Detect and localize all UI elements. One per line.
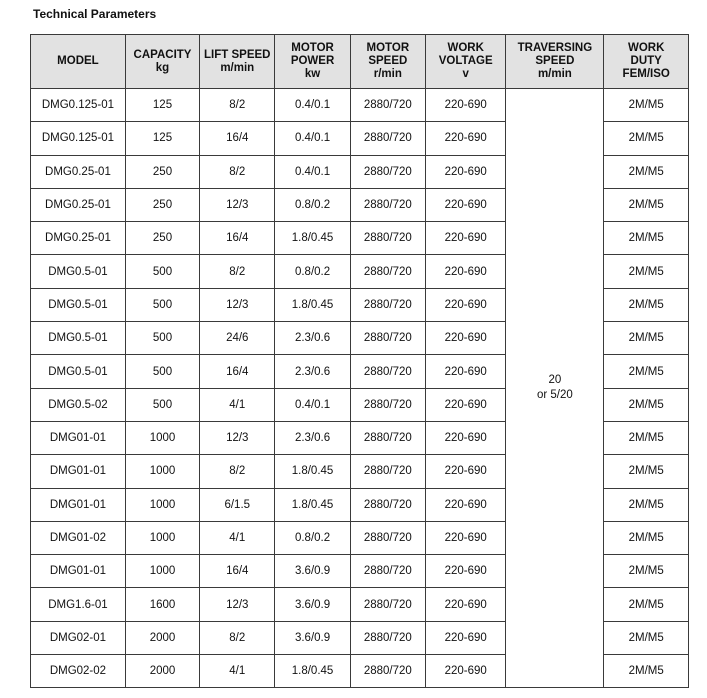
cell-capacity: 500: [125, 255, 199, 288]
cell-motor-power: 1.8/0.45: [275, 488, 350, 521]
cell-lift-speed: 8/2: [200, 255, 275, 288]
cell-motor-speed: 2880/720: [350, 322, 425, 355]
cell-work-duty: 2M/M5: [604, 421, 689, 454]
cell-work-duty: 2M/M5: [604, 288, 689, 321]
cell-capacity: 250: [125, 188, 199, 221]
cell-capacity: 500: [125, 288, 199, 321]
cell-capacity: 2000: [125, 621, 199, 654]
cell-work-duty: 2M/M5: [604, 255, 689, 288]
cell-work-voltage: 220-690: [425, 555, 505, 588]
cell-lift-speed: 8/2: [200, 155, 275, 188]
cell-work-duty: 2M/M5: [604, 155, 689, 188]
cell-motor-speed: 2880/720: [350, 388, 425, 421]
cell-motor-speed: 2880/720: [350, 89, 425, 122]
cell-work-voltage: 220-690: [425, 288, 505, 321]
column-header-line: r/min: [373, 68, 402, 80]
traversing-speed-value: 20: [548, 374, 562, 387]
cell-model: DMG0.5-02: [31, 388, 126, 421]
cell-model: DMG01-02: [31, 521, 126, 554]
column-header-motor-speed: [350, 35, 425, 89]
cell-capacity: 1000: [125, 488, 199, 521]
column-header-work-duty: [604, 35, 689, 89]
cell-lift-speed: 8/2: [200, 455, 275, 488]
cell-work-duty: 2M/M5: [604, 455, 689, 488]
cell-lift-speed: 4/1: [200, 388, 275, 421]
cell-model: DMG01-01: [31, 488, 126, 521]
column-header-line: WORK: [627, 42, 665, 54]
cell-motor-power: 0.4/0.1: [275, 388, 350, 421]
column-header-line: LIFT SPEED: [204, 48, 271, 61]
column-header-lift-speed: [200, 35, 275, 89]
cell-work-voltage: 220-690: [425, 222, 505, 255]
column-header-line: m/min: [537, 68, 572, 80]
cell-motor-speed: 2880/720: [350, 288, 425, 321]
column-header-line: FEM/ISO: [622, 68, 670, 80]
column-header-line: m/min: [220, 61, 255, 74]
cell-capacity: 500: [125, 355, 199, 388]
cell-lift-speed: 6/1.5: [200, 488, 275, 521]
traversing-speed-value: or 5/20: [536, 389, 573, 402]
cell-work-voltage: 220-690: [425, 455, 505, 488]
cell-motor-speed: 2880/720: [350, 122, 425, 155]
cell-capacity: 500: [125, 388, 199, 421]
cell-work-voltage: 220-690: [425, 322, 505, 355]
cell-model: DMG1.6-01: [31, 588, 126, 621]
column-header-line: SPEED: [535, 55, 575, 67]
cell-lift-speed: 16/4: [200, 222, 275, 255]
cell-work-voltage: 220-690: [425, 122, 505, 155]
cell-work-duty: 2M/M5: [604, 122, 689, 155]
cell-motor-speed: 2880/720: [350, 521, 425, 554]
cell-traversing-speed: [506, 89, 604, 688]
cell-capacity: 250: [125, 222, 199, 255]
cell-lift-speed: 12/3: [200, 188, 275, 221]
cell-motor-power: 1.8/0.45: [275, 655, 350, 688]
column-header-line: v: [462, 68, 469, 80]
cell-lift-speed: 8/2: [200, 89, 275, 122]
cell-motor-speed: 2880/720: [350, 555, 425, 588]
cell-motor-power: 2.3/0.6: [275, 421, 350, 454]
column-header-line: VOLTAGE: [438, 55, 493, 67]
cell-motor-speed: 2880/720: [350, 421, 425, 454]
cell-capacity: 125: [125, 89, 199, 122]
column-header-line: kg: [155, 61, 170, 74]
column-header-line: CAPACITY: [133, 48, 192, 61]
cell-model: DMG0.5-01: [31, 322, 126, 355]
cell-work-voltage: 220-690: [425, 488, 505, 521]
page-title: Technical Parameters: [33, 7, 157, 21]
column-header-model: [31, 35, 126, 89]
cell-work-duty: 2M/M5: [604, 89, 689, 122]
cell-model: DMG01-01: [31, 455, 126, 488]
cell-lift-speed: 12/3: [200, 588, 275, 621]
cell-model: DMG02-02: [31, 655, 126, 688]
cell-work-voltage: 220-690: [425, 588, 505, 621]
technical-parameters-table: [30, 34, 689, 688]
cell-capacity: 1000: [125, 555, 199, 588]
cell-motor-power: 1.8/0.45: [275, 288, 350, 321]
cell-model: DMG0.5-01: [31, 255, 126, 288]
cell-lift-speed: 4/1: [200, 521, 275, 554]
cell-model: DMG0.25-01: [31, 222, 126, 255]
cell-work-voltage: 220-690: [425, 255, 505, 288]
cell-model: DMG02-01: [31, 621, 126, 654]
cell-work-duty: 2M/M5: [604, 388, 689, 421]
column-header-line: MOTOR: [366, 42, 410, 54]
cell-motor-power: 3.6/0.9: [275, 621, 350, 654]
cell-capacity: 1600: [125, 588, 199, 621]
column-header-capacity: [125, 35, 199, 89]
cell-capacity: 125: [125, 122, 199, 155]
cell-motor-power: 1.8/0.45: [275, 222, 350, 255]
cell-motor-power: 0.8/0.2: [275, 521, 350, 554]
cell-work-voltage: 220-690: [425, 655, 505, 688]
column-header-motor-power: [275, 35, 350, 89]
cell-motor-speed: 2880/720: [350, 588, 425, 621]
cell-motor-power: 3.6/0.9: [275, 588, 350, 621]
column-header-line: SPEED: [368, 55, 408, 67]
cell-work-duty: 2M/M5: [604, 188, 689, 221]
cell-motor-speed: 2880/720: [350, 655, 425, 688]
cell-work-duty: 2M/M5: [604, 655, 689, 688]
cell-work-voltage: 220-690: [425, 521, 505, 554]
cell-capacity: 1000: [125, 421, 199, 454]
cell-motor-power: 0.8/0.2: [275, 255, 350, 288]
cell-work-voltage: 220-690: [425, 355, 505, 388]
column-header-traversing-speed: [506, 35, 604, 89]
column-header-line: MODEL: [57, 55, 99, 67]
cell-motor-speed: 2880/720: [350, 455, 425, 488]
table-row: [31, 89, 689, 122]
cell-work-voltage: 220-690: [425, 388, 505, 421]
cell-capacity: 250: [125, 155, 199, 188]
column-header-line: WORK: [447, 42, 484, 54]
column-header-work-voltage: [425, 35, 505, 89]
cell-motor-speed: 2880/720: [350, 155, 425, 188]
cell-model: DMG0.25-01: [31, 155, 126, 188]
cell-motor-power: 0.4/0.1: [275, 155, 350, 188]
cell-lift-speed: 16/4: [200, 122, 275, 155]
cell-lift-speed: 12/3: [200, 421, 275, 454]
cell-work-voltage: 220-690: [425, 89, 505, 122]
cell-motor-speed: 2880/720: [350, 188, 425, 221]
cell-work-duty: 2M/M5: [604, 588, 689, 621]
cell-model: DMG0.5-01: [31, 288, 126, 321]
cell-work-voltage: 220-690: [425, 155, 505, 188]
cell-lift-speed: 8/2: [200, 621, 275, 654]
cell-work-voltage: 220-690: [425, 621, 505, 654]
cell-motor-power: 1.8/0.45: [275, 455, 350, 488]
cell-capacity: 2000: [125, 655, 199, 688]
cell-work-duty: 2M/M5: [604, 355, 689, 388]
cell-model: DMG0.5-01: [31, 355, 126, 388]
cell-lift-speed: 16/4: [200, 355, 275, 388]
cell-model: DMG01-01: [31, 555, 126, 588]
cell-lift-speed: 12/3: [200, 288, 275, 321]
cell-motor-speed: 2880/720: [350, 621, 425, 654]
cell-model: DMG0.25-01: [31, 188, 126, 221]
cell-work-voltage: 220-690: [425, 421, 505, 454]
cell-capacity: 1000: [125, 455, 199, 488]
cell-motor-speed: 2880/720: [350, 222, 425, 255]
cell-motor-power: 2.3/0.6: [275, 322, 350, 355]
cell-work-duty: 2M/M5: [604, 222, 689, 255]
cell-capacity: 1000: [125, 521, 199, 554]
table-body: [31, 89, 689, 688]
cell-motor-power: 0.4/0.1: [275, 89, 350, 122]
cell-work-duty: 2M/M5: [604, 521, 689, 554]
cell-work-duty: 2M/M5: [604, 322, 689, 355]
column-header-line: MOTOR: [291, 42, 334, 54]
cell-motor-power: 0.8/0.2: [275, 188, 350, 221]
cell-motor-speed: 2880/720: [350, 255, 425, 288]
cell-motor-power: 2.3/0.6: [275, 355, 350, 388]
cell-motor-speed: 2880/720: [350, 355, 425, 388]
column-header-line: POWER: [290, 55, 335, 67]
column-header-line: DUTY: [630, 55, 662, 67]
cell-model: DMG0.125-01: [31, 122, 126, 155]
cell-motor-speed: 2880/720: [350, 488, 425, 521]
cell-model: DMG01-01: [31, 421, 126, 454]
column-header-line: TRAVERSING: [517, 42, 593, 54]
cell-model: DMG0.125-01: [31, 89, 126, 122]
cell-lift-speed: 4/1: [200, 655, 275, 688]
cell-capacity: 500: [125, 322, 199, 355]
cell-work-duty: 2M/M5: [604, 488, 689, 521]
cell-lift-speed: 24/6: [200, 322, 275, 355]
cell-lift-speed: 16/4: [200, 555, 275, 588]
cell-work-voltage: 220-690: [425, 188, 505, 221]
cell-work-duty: 2M/M5: [604, 621, 689, 654]
cell-work-duty: 2M/M5: [604, 555, 689, 588]
header-row: [31, 35, 689, 89]
column-header-line: kw: [304, 68, 321, 80]
cell-motor-power: 0.4/0.1: [275, 122, 350, 155]
cell-motor-power: 3.6/0.9: [275, 555, 350, 588]
